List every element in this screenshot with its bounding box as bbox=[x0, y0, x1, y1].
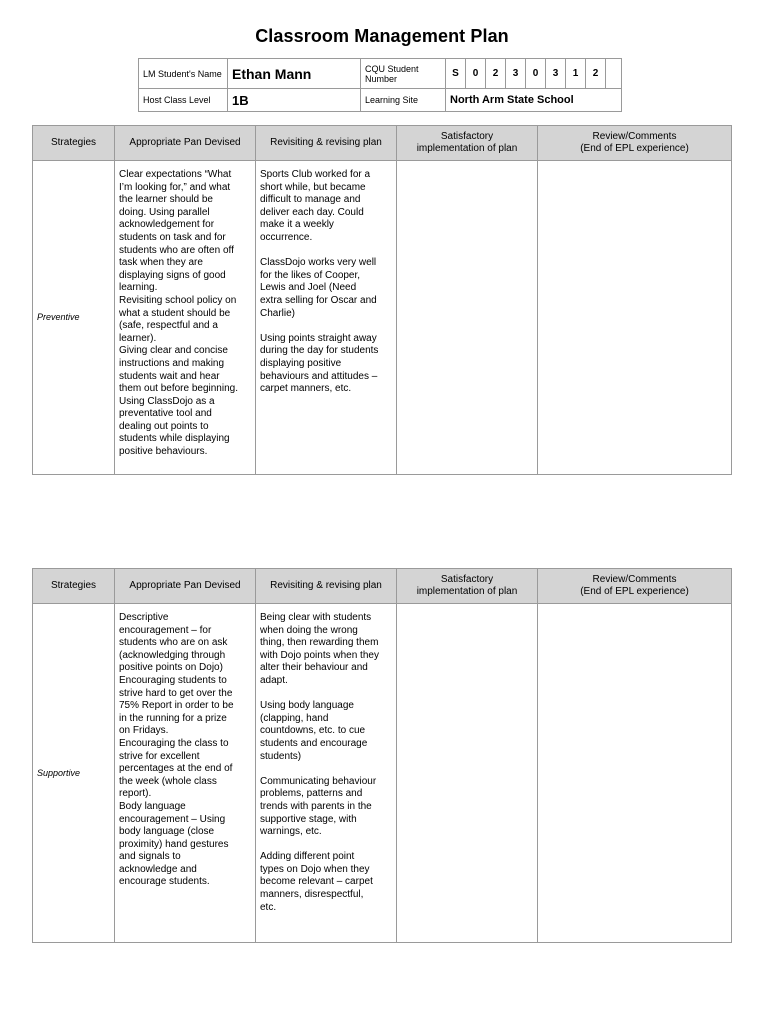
student-name-value: Ethan Mann bbox=[228, 59, 361, 89]
supportive-review-cell bbox=[538, 604, 732, 943]
preventive-plan-table bbox=[32, 125, 732, 475]
cqu-number-label: CQU Student Number bbox=[361, 59, 446, 89]
plan-text bbox=[119, 612, 251, 889]
class-level-label: Host Class Level bbox=[139, 89, 228, 112]
text-line: (clapping, hand bbox=[260, 712, 329, 724]
text-line: when doing the wrong bbox=[260, 624, 358, 636]
text-line: Communicating behaviour bbox=[260, 775, 377, 787]
text-line: positive points on Dojo) bbox=[119, 662, 223, 674]
text-line: adapt. bbox=[260, 674, 288, 686]
text-line: and signals to bbox=[119, 851, 181, 863]
text-line: learning. bbox=[119, 282, 158, 294]
text-line: with Dojo points when they bbox=[260, 649, 379, 661]
text-line: the learner should be bbox=[119, 194, 213, 206]
text-line: displaying signs of good bbox=[119, 269, 226, 281]
supportive-plan-cell bbox=[115, 604, 256, 943]
text-line: them out before beginning. bbox=[119, 383, 238, 395]
text-line: students on task and for bbox=[119, 231, 226, 243]
learning-site-value: North Arm State School bbox=[446, 89, 622, 112]
text-line: Using points straight away bbox=[260, 332, 377, 344]
text-line: for the likes of Cooper, bbox=[260, 269, 361, 281]
text-line: percentages at the end of bbox=[119, 763, 233, 775]
strategy-supportive: Supportive bbox=[33, 604, 115, 943]
text-line: Body language bbox=[119, 800, 186, 812]
strategy-preventive: Preventive bbox=[33, 161, 115, 475]
col-header-review bbox=[538, 569, 732, 604]
cqu-digit: 3 bbox=[506, 59, 526, 89]
text-line: ClassDojo works very well bbox=[260, 257, 377, 269]
text-line: students who are often off bbox=[119, 244, 234, 256]
text-line: students while displaying bbox=[119, 433, 230, 445]
col-header-review-line: Review/Comments bbox=[592, 131, 677, 142]
col-header-strategies: Strategies bbox=[33, 126, 115, 161]
text-line: in the running for a prize bbox=[119, 712, 227, 724]
text-line: trends with parents in the bbox=[260, 800, 372, 812]
student-name-label: LM Student's Name bbox=[139, 59, 228, 89]
text-line: task when they are bbox=[119, 257, 203, 269]
col-header-satisfactory bbox=[397, 126, 538, 161]
col-header-review-line: (End of EPL experience) bbox=[580, 143, 689, 154]
text-line: Charlie) bbox=[260, 307, 296, 319]
paragraph bbox=[260, 851, 392, 914]
col-header-review-line: (End of EPL experience) bbox=[580, 586, 689, 597]
text-line: become relevant – carpet bbox=[260, 876, 373, 888]
text-line: Being clear with students bbox=[260, 612, 372, 623]
cqu-digit: 2 bbox=[486, 59, 506, 89]
text-line: deliver each day. Could bbox=[260, 206, 364, 218]
text-line: countdowns, etc. to cue bbox=[260, 725, 366, 737]
table-row bbox=[33, 604, 732, 943]
student-info-table bbox=[138, 58, 622, 112]
text-line: doing. Using parallel bbox=[119, 206, 210, 218]
text-line: during the day for students bbox=[260, 345, 379, 357]
text-line: displaying positive bbox=[260, 357, 342, 369]
text-line: preventative tool and bbox=[119, 408, 212, 420]
table-row bbox=[33, 161, 732, 475]
cqu-digit: 3 bbox=[546, 59, 566, 89]
supportive-plan-table bbox=[32, 568, 732, 943]
preventive-revisit-cell bbox=[256, 161, 397, 475]
text-line: report). bbox=[119, 788, 152, 800]
cqu-digit: 2 bbox=[586, 59, 606, 89]
cqu-digit: 0 bbox=[526, 59, 546, 89]
text-line: encourage students. bbox=[119, 876, 210, 888]
text-line: Clear expectations “What bbox=[119, 169, 232, 180]
supportive-revisit-cell bbox=[256, 604, 397, 943]
text-line: carpet manners, etc. bbox=[260, 383, 352, 395]
text-line: learner). bbox=[119, 332, 157, 344]
text-line: occurrence. bbox=[260, 231, 313, 243]
cqu-digit: S bbox=[446, 59, 466, 89]
text-line: etc. bbox=[260, 901, 277, 913]
text-line: instructions and making bbox=[119, 357, 225, 369]
text-line: acknowledgement for bbox=[119, 219, 215, 231]
text-line: Descriptive bbox=[119, 612, 169, 623]
class-level-value: 1B bbox=[228, 89, 361, 112]
col-header-satisfactory-line: implementation of plan bbox=[416, 143, 518, 154]
text-line: Sports Club worked for a bbox=[260, 169, 371, 180]
text-line: Lewis and Joel (Need bbox=[260, 282, 357, 294]
learning-site-label: Learning Site bbox=[361, 89, 446, 112]
text-line: I’m looking for,” and what bbox=[119, 181, 231, 193]
paragraph bbox=[260, 257, 392, 320]
table-header-row bbox=[33, 126, 732, 161]
text-line: dealing out points to bbox=[119, 420, 209, 432]
col-header-satisfactory bbox=[397, 569, 538, 604]
col-header-revisit: Revisiting & revising plan bbox=[256, 569, 397, 604]
text-line: body language (close bbox=[119, 826, 215, 838]
col-header-satisfactory-line: Satisfactory bbox=[440, 574, 494, 585]
text-line: Revisiting school policy on bbox=[119, 294, 237, 306]
text-line: extra selling for Oscar and bbox=[260, 294, 377, 306]
col-header-plan: Appropriate Pan Devised bbox=[115, 569, 256, 604]
text-line: 75% Report in order to be bbox=[119, 700, 234, 712]
text-line: the week (whole class bbox=[119, 775, 217, 787]
text-line: manners, disrespectful, bbox=[260, 889, 364, 901]
text-line: Adding different point bbox=[260, 851, 355, 863]
cqu-digit: 0 bbox=[466, 59, 486, 89]
plan-text bbox=[119, 169, 251, 459]
text-line: what a student should be bbox=[119, 307, 231, 319]
preventive-review-cell bbox=[538, 161, 732, 475]
col-header-plan: Appropriate Pan Devised bbox=[115, 126, 256, 161]
col-header-review-line: Review/Comments bbox=[592, 574, 677, 585]
text-line: Giving clear and concise bbox=[119, 345, 228, 357]
paragraph bbox=[260, 333, 392, 396]
text-line: students) bbox=[260, 750, 302, 762]
text-line: types on Dojo when they bbox=[260, 863, 370, 875]
cqu-digit: 1 bbox=[566, 59, 586, 89]
text-line: warnings, etc. bbox=[260, 826, 322, 838]
text-line: Using body language bbox=[260, 700, 354, 712]
text-line: encouragement – for bbox=[119, 624, 212, 636]
col-header-revisit: Revisiting & revising plan bbox=[256, 126, 397, 161]
text-line: problems, patterns and bbox=[260, 788, 363, 800]
text-line: students wait and hear bbox=[119, 370, 220, 382]
col-header-satisfactory-line: implementation of plan bbox=[416, 586, 518, 597]
text-line: behaviours and attitudes – bbox=[260, 370, 378, 382]
preventive-plan-cell bbox=[115, 161, 256, 475]
col-header-satisfactory-line: Satisfactory bbox=[440, 131, 494, 142]
supportive-satisfactory-cell bbox=[397, 604, 538, 943]
text-line: acknowledge and bbox=[119, 863, 197, 875]
text-line: thing, then rewarding them bbox=[260, 637, 379, 649]
revisit-text bbox=[260, 169, 392, 396]
col-header-strategies: Strategies bbox=[33, 569, 115, 604]
text-line: Encouraging the class to bbox=[119, 737, 229, 749]
col-header-review bbox=[538, 126, 732, 161]
text-line: make it a weekly bbox=[260, 219, 334, 231]
text-line: difficult to manage and bbox=[260, 194, 361, 206]
text-line: students who are on ask bbox=[119, 637, 228, 649]
preventive-satisfactory-cell bbox=[397, 161, 538, 475]
text-line: (safe, respectful and a bbox=[119, 320, 218, 332]
cqu-digit bbox=[606, 59, 622, 89]
revisit-text bbox=[260, 612, 392, 914]
paragraph bbox=[260, 169, 392, 245]
text-line: on Fridays. bbox=[119, 725, 169, 737]
text-line: (acknowledging through bbox=[119, 649, 226, 661]
paragraph bbox=[260, 700, 392, 763]
text-line: Encouraging students to bbox=[119, 674, 227, 686]
paragraph bbox=[260, 612, 392, 688]
text-line: positive behaviours. bbox=[119, 446, 208, 458]
document-title: Classroom Management Plan bbox=[255, 26, 509, 46]
text-line: students and encourage bbox=[260, 737, 368, 749]
paragraph bbox=[260, 776, 392, 839]
table-header-row bbox=[33, 569, 732, 604]
text-line: strive for excellent bbox=[119, 750, 200, 762]
text-line: supportive stage, with bbox=[260, 813, 357, 825]
text-line: strive hard to get over the bbox=[119, 687, 233, 699]
text-line: encouragement – Using bbox=[119, 813, 226, 825]
text-line: Using ClassDojo as a bbox=[119, 395, 215, 407]
text-line: short while, but became bbox=[260, 181, 366, 193]
text-line: alter their behaviour and bbox=[260, 662, 368, 674]
text-line: proximity) hand gestures bbox=[119, 838, 229, 850]
